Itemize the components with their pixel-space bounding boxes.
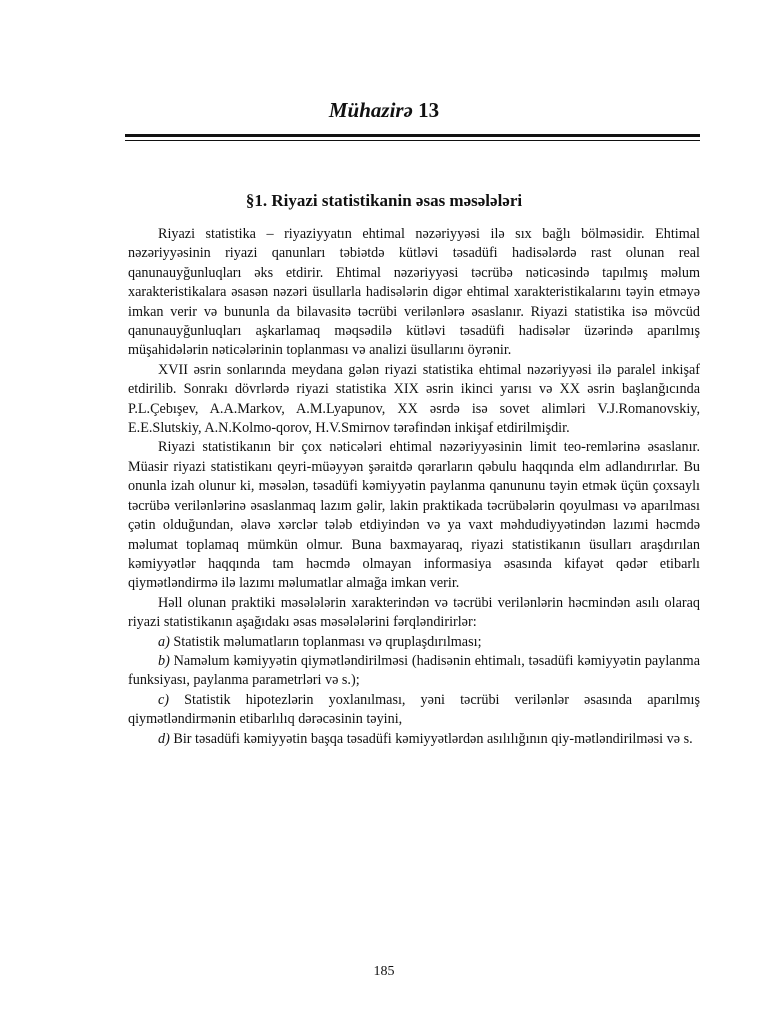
lecture-number: 13 [418, 98, 440, 122]
list-item [128, 652, 700, 691]
paragraph: Riyazi statistika – riyaziyyatın ehtimal nəzəriyyəsi ilə sıx bağlı bölməsidir. Ehtimal nəzəriyyəsinin riyazi qanunları təbiətdə kütləvi təsadüfi hadisələrdə rast olunan real qanunauyğunluqları əks etdirir. Ehtimal nəzəriyyəsi təcrübə nəticəsində tapılmış məlum xarakteristikalara əsasən nəzəri üsullarla hadisələrin digər ehtimal xarakteristikalarını təyin etməyə imkan verir və bununla da bilavasitə təcrübi verilənlərə əsaslanır. Riyazi statistika isə mövcüd qanunauyğunluqları aşkarlamaq məqsədilə kütləvi təsadüfi hadisələr üzərində aparılmış müşahidələrin nəticələrinin toplanması və analizi üsullarını öyrənir. [128, 226, 700, 359]
section-title: §1. Riyazi statistikanin əsas məsələləri [245, 191, 523, 210]
body-text [128, 225, 700, 749]
lecture-heading [0, 96, 768, 124]
list-item-text: Naməlum kəmiyyətin qiymətləndirilməsi (hadisənin ehtimalı, təsadüfi kəmiyyətin paylanma funksiyası, paylanma parametrləri və s.); [128, 652, 700, 689]
list-item [128, 691, 700, 730]
list-marker: b) [158, 652, 170, 669]
paragraph: Riyazi statistikanın bir çox nəticələri ehtimal nəzəriyyəsinin limit teo-remlərinə əsaslanır. Müasir riyazi statistikanı qeyri-müəyyən şəraitdə qərarların qəbulu haqqında elm adlandırırlar. Bu onunla izah olunur ki, məsələn, təsadüfi kəmiyyətin paylanma qanununu təyin etmək üçün çoxsaylı təcrübə verilənlərinə əsaslanmaq lazım gəlir, lakin praktikada təcrübələrin qoyulması və aparılması çətin olduğundan, əlavə xərclər tələb etdiyindən və ya vaxt məhdudiyyətindən lazımi həcmdə məlumat toplamaq mümkün olmur. Buna baxmayaraq, riyazi statistikanın üsulları araşdırılan kəmiyyətlər haqqında tam həcmdə olmayan informasiya əsasında kifayət qədər etibarlı qiymətləndirmə ilə lazımı məlumatlar almağa imkan verir. [128, 439, 700, 592]
list-item-text: Statistik məlumatların toplanması və qruplaşdırılması; [169, 633, 482, 650]
heading-rule-thin [125, 140, 700, 141]
list-marker: a) [158, 633, 170, 650]
list-item-text: Bir təsadüfi kəmiyyətin başqa təsadüfi kəmiyyətlərdən asılılığının qiy-mətləndirilməsi və s. [169, 730, 693, 747]
list-item-text: Statistik hipotezlərin yoxlanılması, yəni təcrübi verilənlər əsasında aparılmış qiymətləndirmənin etibarlılıq dərəcəsinin təyini, [128, 691, 700, 728]
lecture-label: Mühazirə [328, 98, 413, 122]
list-marker: d) [158, 730, 170, 747]
heading-rule-thick [125, 134, 700, 137]
paragraph: XVII əsrin sonlarında meydana gələn riyazi statistika ehtimal nəzəriyyəsi ilə paralel inkişaf etdirilib. Sonrakı dövrlərdə riyazi statistika XIX əsrin ikinci yarısı və XX əsrin başlanğıcında P.L.Çebışev, A.A.Markov, A.M.Lyapunov, XX əsrdə isə sovet alimləri V.J.Romanovskiy, E.E.Slutskiy, A.N.Kolmo-qorov, H.V.Smirnov tərəfindən inkişaf etdirilmişdir. [128, 361, 700, 437]
list-item [128, 633, 700, 652]
page-number: 185 [373, 964, 395, 979]
list-marker: c) [158, 691, 170, 708]
list-item [128, 730, 700, 749]
paragraph: Həll olunan praktiki məsələlərin xarakterindən və təcrübi verilənlərin həcmindən asılı olaraq riyazi statistikanın aşağıdakı əsas məsələlərini fərqləndirirlər: [128, 594, 700, 631]
